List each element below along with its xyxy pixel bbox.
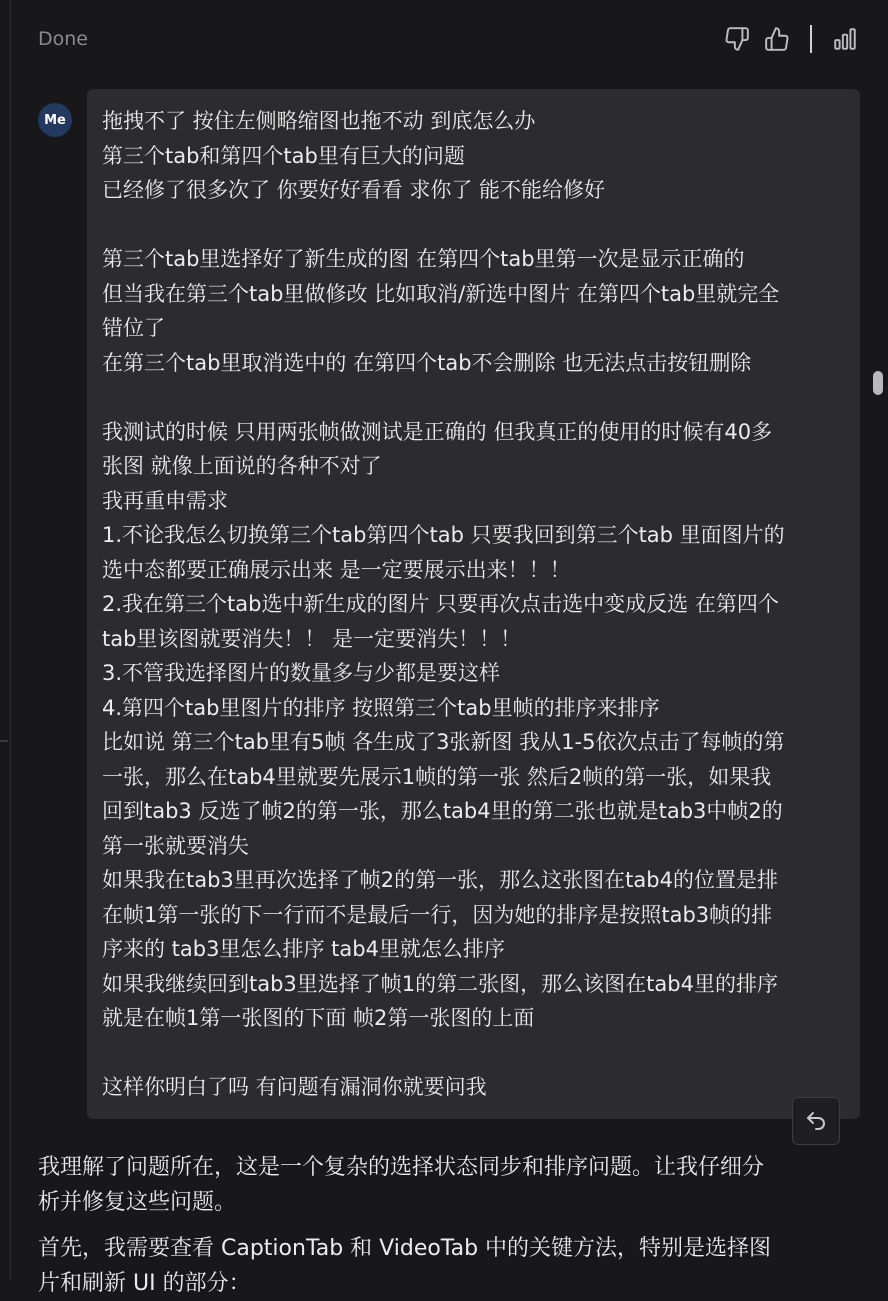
left-panel-edge (0, 0, 11, 1280)
message-line: 但当我在第三个tab里做修改 比如取消/新选中图片 在第四个tab里就完全 (102, 281, 780, 306)
message-line: 序来的 tab3里怎么排序 tab4里就怎么排序 (102, 937, 505, 961)
reply-line: 我理解了问题所在，这是一个复杂的选择状态同步和排序问题。让我仔细分 (38, 1155, 765, 1180)
message-line: 我再重申需求 (102, 488, 228, 513)
message-line: 如果我在tab3里再次选择了帧2的第一张，那么这张图在tab4的位置是排 (102, 868, 778, 892)
thumbs-up-button[interactable] (762, 24, 792, 54)
message-line: 一张，那么在tab4里就要先展示1帧的第一张 然后2帧的第一张，如果我 (102, 764, 772, 789)
message-line: 在第三个tab里取消选中的 在第四个tab不会删除 也无法点击按钮删除 (102, 350, 752, 375)
avatar: Me (38, 103, 72, 137)
message-line: 张图 就像上面说的各种不对了 (102, 454, 382, 478)
undo-icon (804, 1109, 828, 1133)
thumbs-down-icon (724, 26, 750, 52)
message-line: 3.不管我选择图片的数量多与少都是要这样 (102, 661, 501, 685)
message-line: 已经修了很多次了 你要好好看看 求你了 能不能给修好 (102, 178, 606, 202)
message-line: 在帧1第一张的下一行而不是最后一行，因为她的排序是按照tab3帧的排 (102, 902, 773, 927)
scrollbar-thumb[interactable] (873, 371, 883, 395)
message-line: 第三个tab里选择好了新生成的图 在第四个tab里第一次是显示正确的 (102, 247, 745, 271)
message-line: 回到tab3 反选了帧2的第一张，那么tab4里的第二张也就是tab3中帧2的 (102, 799, 783, 823)
message-line: 4.第四个tab里图片的排序 按照第三个tab里帧的排序来排序 (102, 695, 660, 720)
reply-line: 片和刷新 UI 的部分： (38, 1271, 251, 1296)
feedback-actions (722, 24, 860, 54)
assistant-reply (38, 1150, 868, 1301)
panel-resize-handle[interactable] (0, 740, 8, 742)
divider (810, 25, 812, 53)
message-line: 就是在帧1第一张图的下面 帧2第一张图的上面 (102, 1006, 535, 1030)
message-line: 1.不论我怎么切换第三个tab第四个tab 只要我回到第三个tab 里面图片的 (102, 523, 785, 547)
user-message-bubble (87, 89, 860, 1119)
stats-button[interactable] (830, 24, 860, 54)
message-line: 这样你明白了吗 有问题有漏洞你就要问我 (102, 1075, 487, 1099)
message-line: 拖拽不了 按住左侧略缩图也拖不动 到底怎么办 (102, 109, 536, 133)
message-line: 如果我继续回到tab3里选择了帧1的第二张图，那么该图在tab4里的排序 (102, 971, 778, 996)
message-line (102, 1036, 846, 1071)
thumbs-down-button[interactable] (722, 24, 752, 54)
message-line: tab里该图就要消失！！ 是一定要消失！！！ (102, 626, 522, 651)
message-line: 错位了 (102, 316, 165, 340)
message-line: 第一张就要消失 (102, 833, 249, 858)
message-line: 我测试的时候 只用两张帧做测试是正确的 但我真正的使用的时候有40多 (102, 419, 773, 444)
message-line (102, 380, 846, 415)
reply-paragraph-2 (38, 1231, 868, 1301)
message-line: 选中态都要正确展示出来 是一定要展示出来！！！ (102, 557, 571, 582)
message-line: 第三个tab和第四个tab里有巨大的问题 (102, 143, 465, 168)
reply-paragraph-1 (38, 1150, 868, 1220)
reply-line: 首先，我需要查看 CaptionTab 和 VideoTab 中的关键方法，特别是选择图 (38, 1236, 772, 1261)
message-line: 比如说 第三个tab里有5帧 各生成了3张新图 我从1-5依次点击了每帧的第 (102, 730, 785, 754)
bar-chart-icon (832, 26, 858, 52)
status-label: Done (38, 28, 88, 50)
message-line: 2.我在第三个tab选中新生成的图片 只要再次点击选中变成反选 在第四个 (102, 592, 779, 616)
undo-button[interactable] (792, 1097, 840, 1145)
message-header (0, 0, 888, 80)
reply-line: 析并修复这些问题。 (38, 1190, 237, 1215)
message-line (102, 208, 846, 243)
thumbs-up-icon (764, 26, 790, 52)
